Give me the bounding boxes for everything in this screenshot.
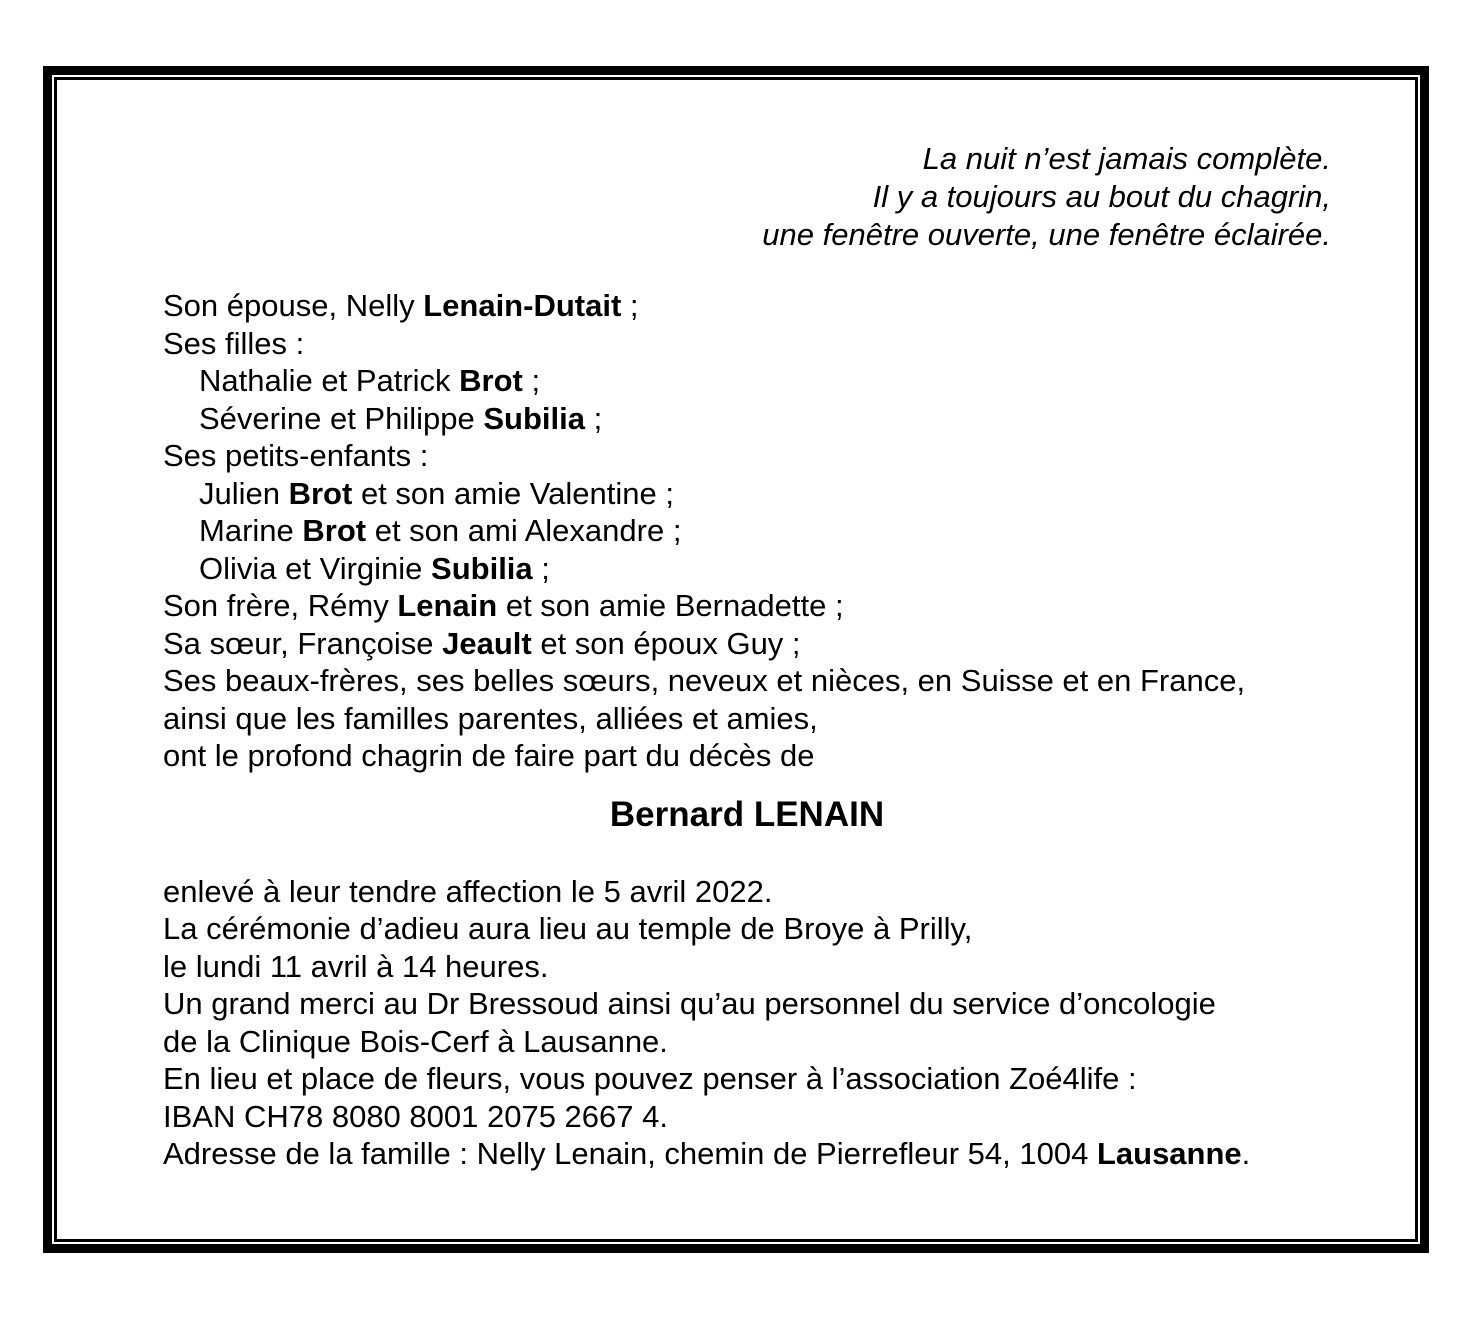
text-segment: IBAN CH78 8080 8001 2075 2667 4. xyxy=(163,1098,668,1134)
text-segment: Sa sœur, Françoise xyxy=(163,625,443,661)
text-segment: Ses beaux-frères, ses belles sœurs, neveux et nièces, en Suisse et en France, xyxy=(163,663,1246,698)
family-line xyxy=(163,512,1331,550)
text-segment: et son amie Bernadette ; xyxy=(497,588,844,623)
quote-line xyxy=(163,216,1331,254)
text-segment: Adresse de la famille : Nelly Lenain, chemin de Pierrefleur 54, 1004 xyxy=(163,1136,1097,1171)
text-segment: Son frère, Rémy xyxy=(163,588,398,623)
deceased-name: Bernard LENAIN xyxy=(609,794,885,834)
quote-line xyxy=(163,178,1331,216)
details-line xyxy=(163,1135,1331,1173)
text-segment: et son ami Alexandre ; xyxy=(366,513,682,548)
family-line xyxy=(163,662,1331,700)
bold-name-segment: Jeault xyxy=(442,625,532,661)
bold-name-segment: Brot xyxy=(302,513,367,548)
family-line xyxy=(163,325,1331,363)
text-segment: Julien xyxy=(199,475,289,511)
bold-name-segment: Subilia xyxy=(483,400,585,436)
bold-name-segment: Subilia xyxy=(431,550,533,586)
text-segment: une fenêtre ouverte, une fenêtre éclairée. xyxy=(762,217,1331,252)
family-line xyxy=(163,587,1331,625)
text-segment: de la Clinique Bois-Cerf à Lausanne. xyxy=(163,1023,668,1059)
family-line xyxy=(163,362,1331,400)
quote-line xyxy=(163,140,1331,178)
text-segment: . xyxy=(1241,1136,1251,1171)
text-segment: Séverine et Philippe xyxy=(199,400,484,436)
decorative-double-frame xyxy=(43,66,1429,1253)
text-segment: ; xyxy=(532,550,550,586)
family-line xyxy=(163,737,1331,775)
text-segment: ; xyxy=(584,400,603,436)
text-segment: Nathalie et Patrick xyxy=(199,363,460,398)
family-line xyxy=(163,287,1331,325)
text-segment: Un grand merci au Dr Bressoud ainsi qu’au personnel du service d’oncologie xyxy=(163,986,1216,1021)
details-line xyxy=(163,873,1331,911)
family-line xyxy=(163,437,1331,475)
text-segment: La cérémonie d’adieu aura lieu au temple de Broye à Prilly, xyxy=(163,911,973,946)
text-segment: En lieu et place de fleurs, vous pouvez penser à l’association Zoé4life : xyxy=(163,1061,1137,1096)
text-segment: Ses filles : xyxy=(163,325,305,361)
text-segment: ; xyxy=(522,363,541,398)
details-line xyxy=(163,948,1331,986)
bold-name-segment: Lausanne xyxy=(1096,1136,1242,1171)
text-segment: Il y a toujours au bout du chagrin, xyxy=(872,179,1331,214)
details-line xyxy=(163,985,1331,1023)
family-line xyxy=(163,700,1331,738)
family-line xyxy=(163,400,1331,438)
bold-name-segment: Brot xyxy=(288,475,353,511)
announcement-content xyxy=(57,80,1415,1239)
text-segment: ainsi que les familles parentes, alliées et amies, xyxy=(163,700,818,736)
epigraph-quote xyxy=(163,140,1331,254)
text-segment: ont le profond chagrin de faire part du décès de xyxy=(163,738,815,773)
text-segment: Ses petits-enfants : xyxy=(163,438,429,473)
bold-name-segment: Lenain-Dutait xyxy=(423,288,622,323)
text-segment: La nuit n’est jamais complète. xyxy=(922,141,1331,176)
bold-name-segment: Brot xyxy=(459,363,523,398)
family-line xyxy=(163,475,1331,513)
text-segment: Olivia et Virginie xyxy=(199,550,432,586)
text-segment: Marine xyxy=(199,513,303,548)
details-line xyxy=(163,1023,1331,1061)
details-line xyxy=(163,1060,1331,1098)
details-line xyxy=(163,1098,1331,1136)
text-segment: le lundi 11 avril à 14 heures. xyxy=(163,948,549,984)
text-segment: ; xyxy=(621,288,639,323)
text-segment: enlevé à leur tendre affection le 5 avril 2022. xyxy=(163,873,773,909)
family-list xyxy=(163,287,1331,775)
text-segment: et son époux Guy ; xyxy=(531,625,801,661)
funeral-details xyxy=(163,873,1331,1173)
family-line xyxy=(163,625,1331,663)
family-line xyxy=(163,550,1331,588)
decorative-inner-rule xyxy=(54,77,1418,1242)
text-segment: et son amie Valentine ; xyxy=(352,475,674,511)
text-segment: Son épouse, Nelly xyxy=(163,288,424,323)
bold-name-segment: Lenain xyxy=(397,588,498,623)
details-line xyxy=(163,910,1331,948)
